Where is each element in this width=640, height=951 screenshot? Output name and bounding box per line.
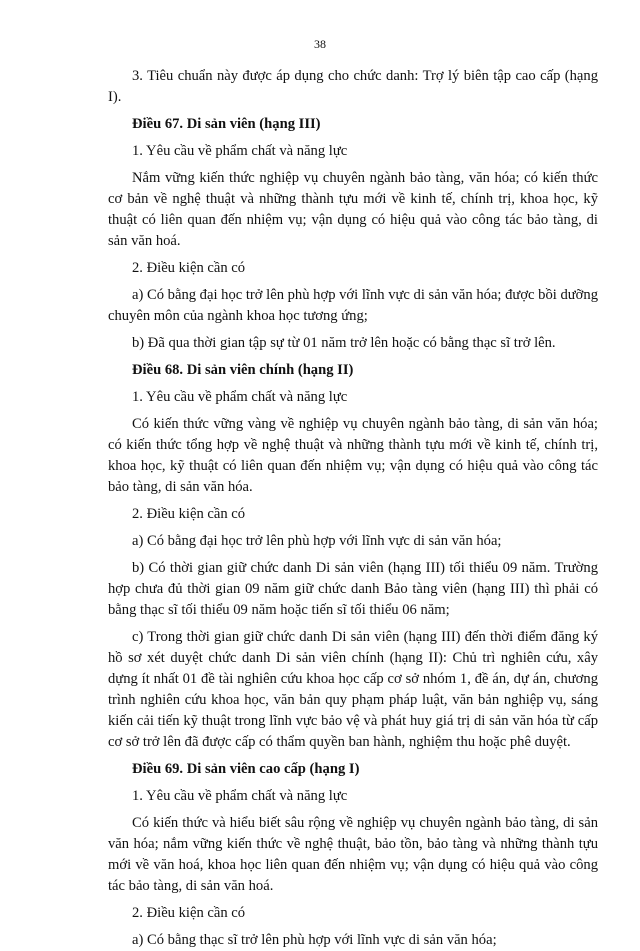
article-68-item-1: 1. Yêu cầu về phẩm chất và năng lực — [132, 389, 348, 405]
article-67-item-1: 1. Yêu cầu về phẩm chất và năng lực — [132, 143, 348, 159]
article-69-heading: Điều 69. Di sản viên cao cấp (hạng I) — [132, 761, 360, 777]
article-67-item-1-body: Nắm vững kiến thức nghiệp vụ chuyên ngành bảo tàng, văn hóa; có kiến thức cơ bản về nghệ thuật và những thành tựu mới về kinh tế, chính trị, khoa học, kỹ thuật có liên quan đến nhiệm vụ; vận dụng có hiệu quả vào công tác bảo tàng, di sản văn hoá. — [108, 170, 598, 249]
article-68-item-2: 2. Điều kiện cần có — [132, 506, 246, 522]
article-67-item-2a: a) Có bằng đại học trở lên phù hợp với lĩnh vực di sản văn hóa; được bồi dưỡng chuyên môn của ngành khoa học tương ứng; — [108, 287, 598, 324]
article-67-item-2b: b) Đã qua thời gian tập sự từ 01 năm trở lên hoặc có bằng thạc sĩ trở lên. — [132, 335, 556, 351]
article-68-heading: Điều 68. Di sản viên chính (hạng II) — [132, 362, 354, 378]
page-number: 38 — [314, 37, 326, 51]
article-69-item-2: 2. Điều kiện cần có — [132, 905, 246, 921]
article-69-item-1: 1. Yêu cầu về phẩm chất và năng lực — [132, 788, 348, 804]
article-67-item-2: 2. Điều kiện cần có — [132, 260, 246, 276]
article-68-item-2a: a) Có bằng đại học trở lên phù hợp với lĩnh vực di sản văn hóa; — [132, 533, 502, 549]
article-68-item-2c: c) Trong thời gian giữ chức danh Di sản viên (hạng III) đến thời điểm đăng ký hồ sơ xét duyệt chức danh Di sản viên chính (hạng II): Chủ trì nghiên cứu, xây dựng ít nhất 01 đề tài nghiên cứu khoa học cấp cơ sở nhóm 1, đề án, dự án, chương trình nghiên cứu khoa học, văn bản quy phạm pháp luật, văn bản nghiệp vụ, sáng kiến cải tiến kỹ thuật trong lĩnh vực bảo vệ và phát huy giá trị di sản văn hóa từ cấp cơ sở trở lên đã được cấp có thẩm quyền ban hành, nghiệm thu hoặc phê duyệt. — [108, 629, 598, 750]
article-69-item-2a: a) Có bằng thạc sĩ trở lên phù hợp với lĩnh vực di sản văn hóa; — [132, 932, 497, 948]
article-67-heading: Điều 67. Di sản viên (hạng III) — [132, 116, 321, 132]
article-68-item-2b: b) Có thời gian giữ chức danh Di sản viên (hạng III) tối thiểu 09 năm. Trường hợp chưa đủ thời gian 09 năm giữ chức danh Bảo tàng viên (hạng III) thì phải có bằng thạc sĩ tối thiểu 09 năm hoặc tiến sĩ tối thiểu 06 năm; — [108, 560, 598, 618]
document-body — [108, 66, 598, 951]
article-68-item-1-body: Có kiến thức vững vàng về nghiệp vụ chuyên ngành bảo tàng, di sản văn hóa; có kiến thức tổng hợp về nghệ thuật và những thành tựu mới về kinh tế, chính trị, khoa học, kỹ thuật có liên quan đến nhiệm vụ; vận dụng có hiệu quả vào công tác bảo tàng, di sản văn hóa. — [108, 416, 598, 495]
article-69-item-1-body: Có kiến thức và hiểu biết sâu rộng về nghiệp vụ chuyên ngành bảo tàng, di sản văn hóa; nắm vững kiến thức về nghệ thuật, bảo tồn, bảo tàng và những thành tựu mới về văn hoá, khoa học liên quan đến nhiệm vụ; vận dụng có hiệu quả vào công tác bảo tàng, di sản văn hoá. — [108, 815, 598, 894]
clause-3-paragraph: 3. Tiêu chuẩn này được áp dụng cho chức danh: Trợ lý biên tập cao cấp (hạng I). — [108, 68, 598, 105]
